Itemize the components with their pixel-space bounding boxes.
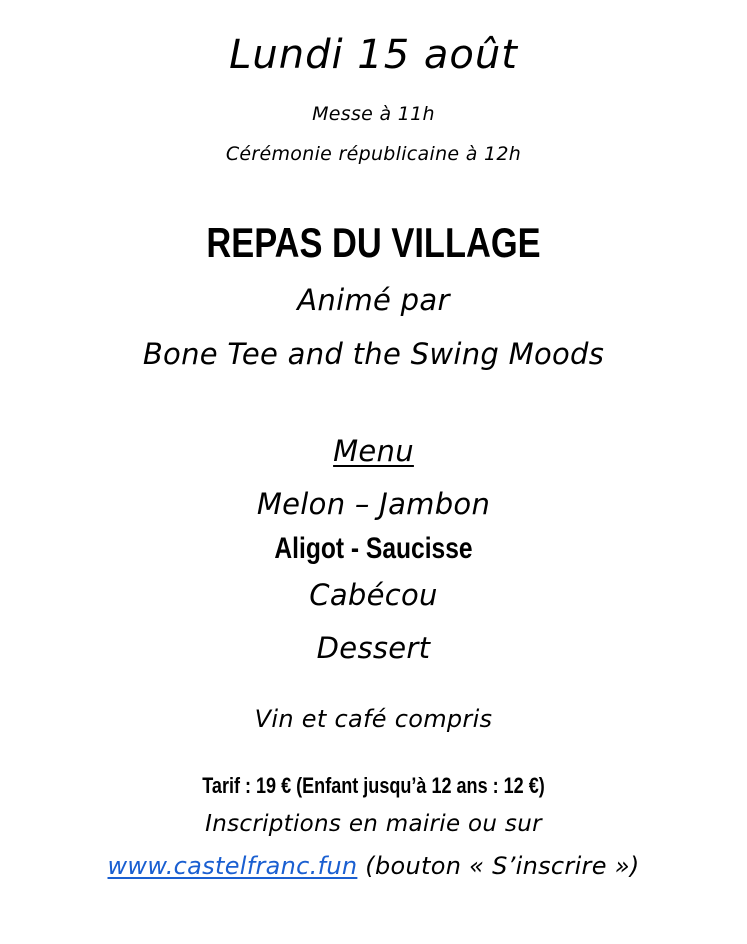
animated-by-label: Animé par <box>297 283 450 317</box>
ceremony-time: Cérémonie républicaine à 12h <box>225 143 522 165</box>
menu-item: Dessert <box>316 631 431 665</box>
band-name: Bone Tee and the Swing Moods <box>142 337 605 371</box>
website-suffix: (bouton « S’inscrire ») <box>357 852 640 880</box>
menu-item: Cabécou <box>309 578 438 612</box>
event-date-title: Lundi 15 août <box>229 32 518 78</box>
mass-time: Messe à 11h <box>312 103 435 125</box>
included-drinks: Vin et café compris <box>254 705 493 733</box>
menu-title: Menu <box>333 434 414 468</box>
menu-item: Melon – Jambon <box>256 487 491 521</box>
price-info: Tarif : 19 € (Enfant jusqu’à 12 ans : 12 €) <box>202 773 545 798</box>
menu-item: Aligot - Saucisse <box>274 532 473 565</box>
registration-info: Inscriptions en mairie ou sur <box>205 811 542 837</box>
website-link[interactable]: www.castelfranc.fun <box>107 852 358 880</box>
website-line <box>0 852 747 880</box>
event-heading: REPAS DU VILLAGE <box>206 219 541 266</box>
